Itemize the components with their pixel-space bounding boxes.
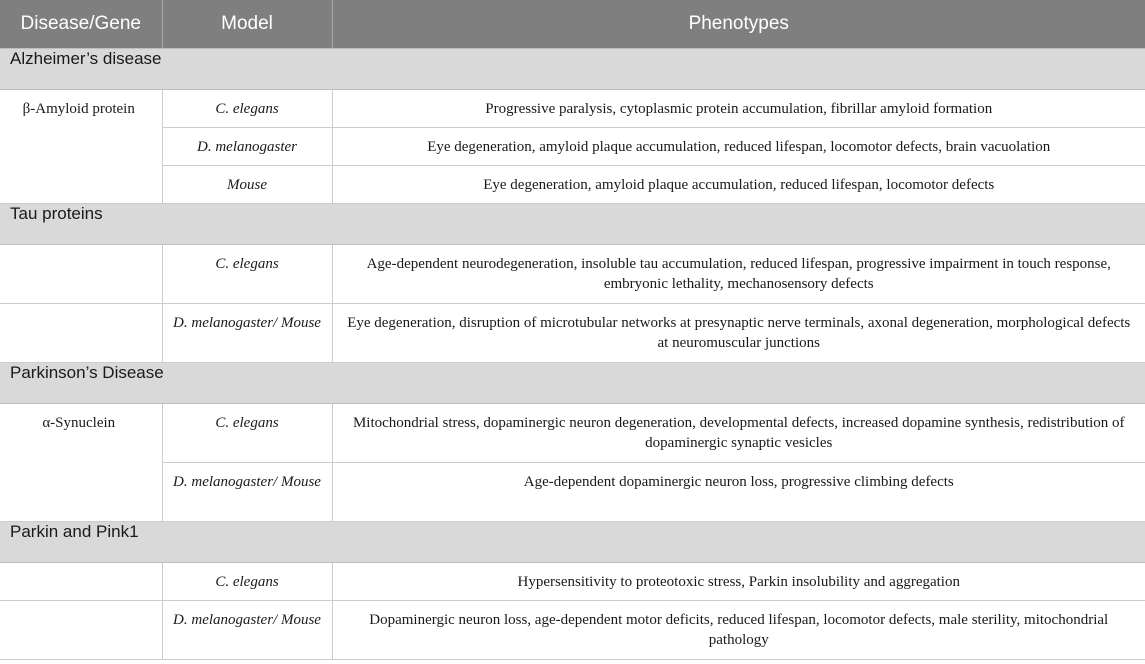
header-phenotypes: Phenotypes — [332, 0, 1145, 48]
model-cell: D. melanogaster/ Mouse — [162, 303, 332, 362]
phenotypes-cell: Mitochondrial stress, dopaminergic neuron degeneration, developmental defects, increased dopamine synthesis, redistribution of dopaminergic synaptic vesicles — [332, 403, 1145, 462]
gene-cell-empty — [0, 303, 162, 362]
phenotypes-cell: Progressive paralysis, cytoplasmic protein accumulation, fibrillar amyloid formation — [332, 89, 1145, 127]
model-cell: D. melanogaster — [162, 127, 332, 165]
model-cell: C. elegans — [162, 562, 332, 600]
section-title: Parkinson’s Disease — [0, 362, 1145, 403]
section-row-alzheimers — [0, 48, 1145, 89]
phenotypes-cell: Age-dependent dopaminergic neuron loss, progressive climbing defects — [332, 462, 1145, 521]
table-row — [0, 127, 1145, 165]
table-row — [0, 165, 1145, 203]
header-model: Model — [162, 0, 332, 48]
phenotypes-cell: Hypersensitivity to proteotoxic stress, Parkin insolubility and aggregation — [332, 562, 1145, 600]
gene-cell-empty — [0, 562, 162, 600]
table-row — [0, 403, 1145, 462]
table-row — [0, 462, 1145, 521]
model-cell: D. melanogaster/ Mouse — [162, 600, 332, 659]
model-cell: Mouse — [162, 165, 332, 203]
table-row — [0, 303, 1145, 362]
model-cell: C. elegans — [162, 244, 332, 303]
header-gene: Disease/Gene — [0, 0, 162, 48]
gene-cell-empty — [0, 600, 162, 659]
table-row — [0, 89, 1145, 127]
section-title: Tau proteins — [0, 203, 1145, 244]
model-cell: D. melanogaster/ Mouse — [162, 462, 332, 521]
gene-cell: β-Amyloid protein — [0, 89, 162, 203]
gene-cell: α-Synuclein — [0, 403, 162, 521]
section-row-parkin-pink1 — [0, 521, 1145, 562]
section-title: Alzheimer’s disease — [0, 48, 1145, 89]
section-row-tau — [0, 203, 1145, 244]
phenotypes-cell: Age-dependent neurodegeneration, insoluble tau accumulation, reduced lifespan, progressive impairment in touch response, embryonic lethality, mechanosensory defects — [332, 244, 1145, 303]
phenotypes-cell: Eye degeneration, amyloid plaque accumulation, reduced lifespan, locomotor defects — [332, 165, 1145, 203]
table-row — [0, 600, 1145, 659]
section-row-parkinsons — [0, 362, 1145, 403]
model-cell: C. elegans — [162, 403, 332, 462]
table-row — [0, 562, 1145, 600]
model-cell: C. elegans — [162, 89, 332, 127]
table-row — [0, 244, 1145, 303]
gene-cell-empty — [0, 244, 162, 303]
phenotypes-cell: Eye degeneration, amyloid plaque accumulation, reduced lifespan, locomotor defects, brain vacuolation — [332, 127, 1145, 165]
section-title: Parkin and Pink1 — [0, 521, 1145, 562]
phenotypes-cell: Eye degeneration, disruption of microtubular networks at presynaptic nerve terminals, axonal degeneration, morphological defects at neuromuscular junctions — [332, 303, 1145, 362]
phenotypes-cell: Dopaminergic neuron loss, age-dependent motor deficits, reduced lifespan, locomotor defects, male sterility, mitochondrial pathology — [332, 600, 1145, 659]
header-row — [0, 0, 1145, 48]
